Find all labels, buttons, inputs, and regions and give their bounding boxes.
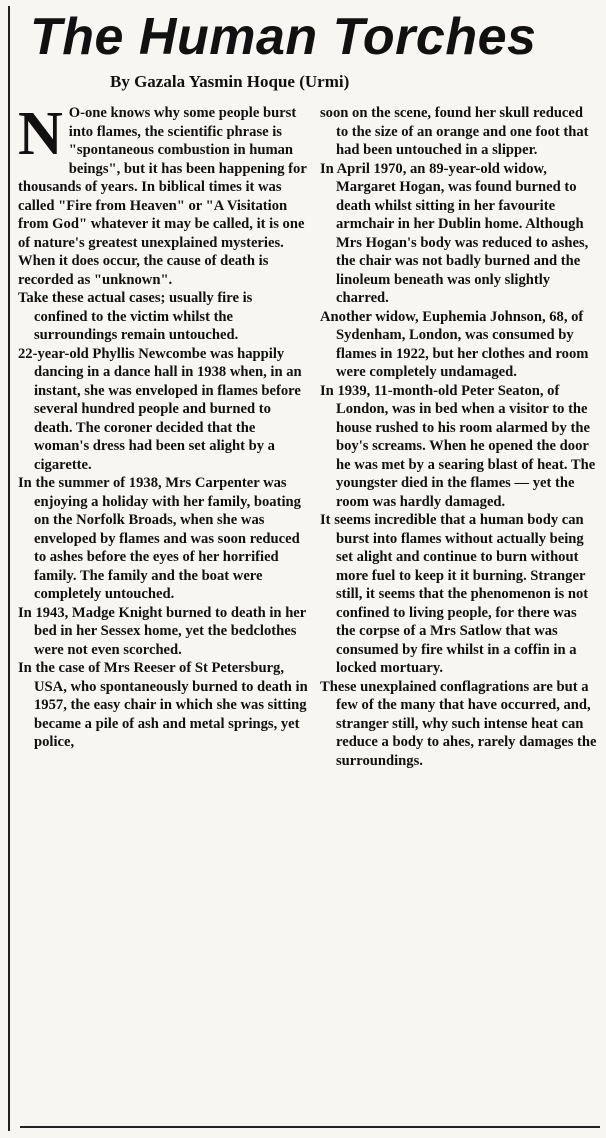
lead-paragraph [18,100,308,289]
paragraph: It seems incredible that a human body can burst into flames without actually being set alight and continue to burn without more fuel to keep it it burning. Stranger still, it seems that the phenomenon is not confined to living people, for there was the corpse of a Mrs Satlow that was consumed by fire whilst in a coffin in a locked mortuary. [320,512,589,676]
paragraph: soon on the scene, found her skull reduced to the size of an orange and one foot that had been untouched in a slipper. [320,105,589,158]
paragraph: In April 1970, an 89-year-old widow, Margaret Hogan, was found burned to death whilst sitting in her favourite armchair in her Dublin home. Although Mrs Hogan's body was reduced to ashes, the chair was not badly burned and the linoleum beneath was only slightly charred. [320,160,589,306]
paragraph: Take these actual cases; usually fire is confined to the victim whilst the surroundings remain untouched. [18,290,253,343]
headline: The Human Torches [30,8,537,66]
drop-cap: N [18,100,63,168]
lead-text: O-one knows why some people burst into flames, the scientific phrase is "spontaneous combustion in human beings", but it has been happening for thousands of years. In biblical times it was called "Fire from Heaven" or "A Visitation from God" whatever it may be called, it is one of nature's greatest unexplained mysteries. When it does occur, the cause of death is recorded as "unknown". [18,105,307,288]
paragraph: In the summer of 1938, Mrs Carpenter was enjoying a holiday with her family, boating on the Norfolk Broads, when she was enveloped by flames and was soon reduced to ashes before the eyes of her horrified family. The family and the boat were completely untouched. [18,475,301,602]
paragraph: In 1939, 11-month-old Peter Seaton, of London, was in bed when a visitor to the house rushed to his room alarmed by the boy's screams. When he opened the door he was met by a searing blast of heat. The youngster died in the flames — yet the room was hardly damaged. [320,382,596,510]
article-column-1 [18,100,308,752]
byline: By Gazala Yasmin Hoque (Urmi) [110,72,350,91]
paragraph: In the case of Mrs Reeser of St Petersburg, USA, who spontaneously burned to death in 1957, the easy chair in which she was sitting became a pile of ash and metal springs, yet police, [18,660,308,750]
paragraph: 22-year-old Phyllis Newcombe was happily dancing in a dance hall in 1938 when, in an instant, she was enveloped in flames before several hundred people and burned to death. The coroner decided that the woman's dress had been set alight by a cigarette. [18,345,302,473]
left-column-rule [8,6,10,1131]
paragraph: Another widow, Euphemia Johnson, 68, of Sydenham, London, was consumed by flames in 1922, but her clothes and room were completely undamaged. [320,308,589,380]
paragraph: In 1943, Madge Knight burned to death in her bed in her Sessex home, yet the bedclothes were not even scorched. [18,604,306,658]
paragraph: These unexplained conflagrations are but a few of the many that have occurred, and, stranger still, why such intense heat can reduce a body to ahes, rarely damages the surroundings. [320,678,597,769]
article-column-2 [320,104,598,770]
bottom-rule [20,1126,600,1128]
